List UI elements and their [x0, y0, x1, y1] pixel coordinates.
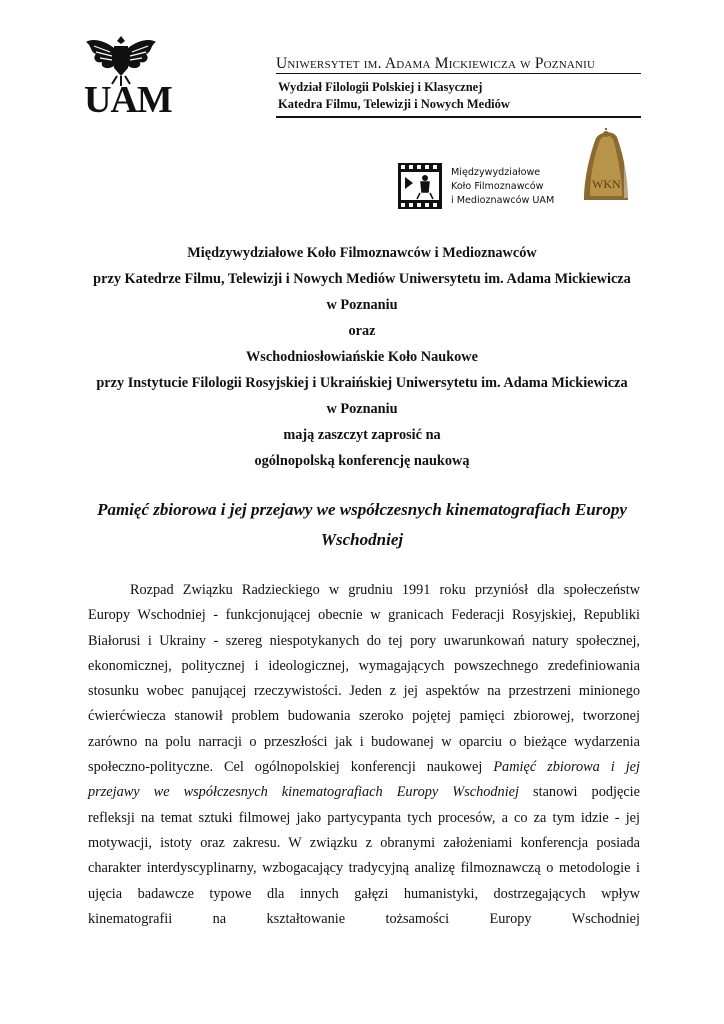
intro-line: przy Instytucie Filologii Rosyjskiej i Ukraińskiej Uniwersytetu im. Adama Mickiewicza [96, 375, 628, 391]
wkn-logo-text: WKN [592, 177, 621, 191]
paragraph-line: Rozpad Związku Radzieckiego w grudniu 1991 roku przyniósł dla społeczeństw [130, 582, 640, 598]
paragraph-line: Białorusi i Ukrainy - szereg niespotykanych do tej pory uwarunkowań natury społecznej, [88, 632, 640, 649]
intro-line: przy Katedrze Filmu, Telewizji i Nowych Mediów Uniwersytetu im. Adama Mickiewicza [93, 271, 631, 287]
intro-line: oraz [348, 323, 376, 339]
paragraph-line: ujęcia badawcze typowe dla innych gałęzi humanistyki, dostrzegających wpływ [88, 885, 640, 902]
paragraph-line: ekonomicznej, politycznej i ideologicznej, wymagających powszechnego zredefiniowania [88, 657, 640, 674]
body-paragraph [88, 578, 640, 932]
paragraph-line: zarówno na polu narracji o przeszłości jak i budowanej w oparciu o bieżące wydarzenia [88, 733, 640, 750]
intro-line: w Poznaniu [326, 297, 398, 313]
department-name: Katedra Filmu, Telewizji i Nowych Mediów [278, 97, 510, 111]
uam-logo-text: UAM [84, 79, 172, 121]
university-name: Uniwersytet im. Adama Mickiewicza w Poznaniu [276, 55, 596, 72]
intro-line: Międzywydziałowe Koło Filmoznawców i Medioznawców [187, 245, 537, 261]
conference-title: Pamięć zbiorowa i jej przejawy we współczesnych kinematografiach Europy Wschodniej [97, 500, 627, 549]
paragraph-line: stosunku wobec panującej rzeczywistości. Jeden z jej aspektów na przestrzeni minionego [88, 683, 640, 700]
intro-line: w Poznaniu [326, 401, 398, 417]
intro-line: ogólnopolską konferencję naukową [254, 453, 470, 469]
paragraph-line: refleksji na temat sztuki filmowej jako partycypanta tych procesów, a co za tym idzie - jej [88, 809, 640, 826]
faculty-name: Wydział Filologii Polskiej i Klasycznej [278, 80, 483, 94]
header-divider [276, 73, 641, 74]
header-divider-bottom [276, 116, 641, 118]
faculty-block [278, 79, 510, 113]
paragraph-line: charakter interdyscyplinarny, wzbogacający tradycyjną analizę filmoznawczą o metodologie i [88, 860, 640, 877]
paragraph-line: społeczno-polityczne. Cel ogólnopolskiej konferencji naukowej Pamięć zbiorowa i jej [88, 759, 640, 776]
paragraph-line: Europy Wschodniej - funkcjonującej obecnie w granicach Federacji Rosyjskiej, Republiki [88, 607, 640, 624]
paragraph-line: motywacji, istoty oraz zakresu. W związku z obranymi założeniami konferencja posiada [88, 834, 640, 851]
film-reel-icon [398, 163, 442, 209]
paragraph-line: przejawy we współczesnych kinematografiach Europy Wschodniej stanowi podjęcie [88, 784, 640, 801]
wkn-dome-logo [566, 128, 646, 214]
club-logo-text: Międzywydziałowe Koło Filmoznawców i Medioznawców UAM [451, 167, 555, 206]
invitation-intro [60, 240, 664, 474]
paragraph-line: ćwierćwiecza stanowił problem budowania szeroko pojętej pamięci zbiorowej, tworzonej [88, 708, 640, 725]
intro-line: Wschodniosłowiańskie Koło Naukowe [246, 349, 478, 365]
paragraph-line: kinematografii na kształtowanie tożsamości Europy Wschodniej [88, 910, 640, 927]
intro-line: mają zaszczyt zaprosić na [283, 427, 441, 443]
